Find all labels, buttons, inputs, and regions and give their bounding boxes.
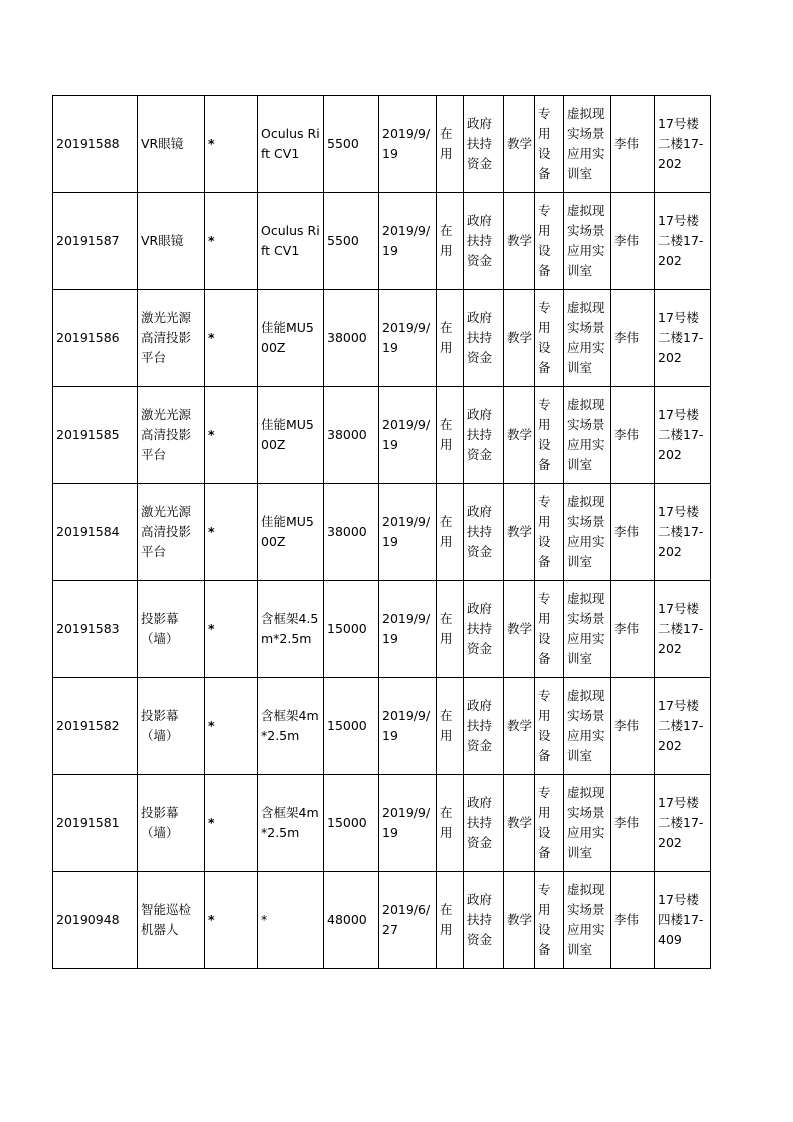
table-row — [53, 387, 711, 484]
model-cell: * — [258, 872, 324, 969]
model-cell: 含框架4m*2.5m — [258, 775, 324, 872]
status-cell: 在用 — [437, 96, 464, 193]
building-room-cell: 17号楼二楼17-202 — [655, 581, 711, 678]
asset-name-cell: VR眼镜 — [138, 96, 205, 193]
usage-cell: 教学 — [504, 775, 535, 872]
usage-cell: 教学 — [504, 290, 535, 387]
purchase-date-cell: 2019/6/27 — [379, 872, 437, 969]
model-cell: 佳能MU500Z — [258, 387, 324, 484]
table-row — [53, 678, 711, 775]
building-room-cell: 17号楼二楼17-202 — [655, 484, 711, 581]
model-cell: 含框架4.5m*2.5m — [258, 581, 324, 678]
spec-cell: * — [205, 678, 258, 775]
table-row — [53, 872, 711, 969]
location-cell: 虚拟现实场景应用实训室 — [564, 193, 611, 290]
location-cell: 虚拟现实场景应用实训室 — [564, 387, 611, 484]
price-cell: 15000 — [324, 678, 379, 775]
model-cell: Oculus Rift CV1 — [258, 96, 324, 193]
funding-source-cell: 政府扶持资金 — [464, 290, 504, 387]
purchase-date-cell: 2019/9/19 — [379, 678, 437, 775]
model-cell: Oculus Rift CV1 — [258, 193, 324, 290]
asset-name-cell: 智能巡检机器人 — [138, 872, 205, 969]
spec-cell: * — [205, 387, 258, 484]
keeper-cell: 李伟 — [611, 872, 655, 969]
table-row — [53, 193, 711, 290]
usage-cell: 教学 — [504, 193, 535, 290]
asset-id-cell: 20191581 — [53, 775, 138, 872]
price-cell: 5500 — [324, 96, 379, 193]
price-cell: 15000 — [324, 775, 379, 872]
funding-source-cell: 政府扶持资金 — [464, 581, 504, 678]
building-room-cell: 17号楼二楼17-202 — [655, 387, 711, 484]
asset-id-cell: 20190948 — [53, 872, 138, 969]
category-cell: 专用设备 — [535, 290, 564, 387]
purchase-date-cell: 2019/9/19 — [379, 775, 437, 872]
keeper-cell: 李伟 — [611, 387, 655, 484]
price-cell: 5500 — [324, 193, 379, 290]
purchase-date-cell: 2019/9/19 — [379, 96, 437, 193]
funding-source-cell: 政府扶持资金 — [464, 775, 504, 872]
location-cell: 虚拟现实场景应用实训室 — [564, 290, 611, 387]
building-room-cell: 17号楼二楼17-202 — [655, 193, 711, 290]
category-cell: 专用设备 — [535, 484, 564, 581]
building-room-cell: 17号楼二楼17-202 — [655, 775, 711, 872]
keeper-cell: 李伟 — [611, 581, 655, 678]
status-cell: 在用 — [437, 872, 464, 969]
funding-source-cell: 政府扶持资金 — [464, 387, 504, 484]
funding-source-cell: 政府扶持资金 — [464, 193, 504, 290]
asset-name-cell: VR眼镜 — [138, 193, 205, 290]
price-cell: 38000 — [324, 387, 379, 484]
location-cell: 虚拟现实场景应用实训室 — [564, 581, 611, 678]
location-cell: 虚拟现实场景应用实训室 — [564, 775, 611, 872]
funding-source-cell: 政府扶持资金 — [464, 484, 504, 581]
asset-table — [52, 95, 711, 969]
spec-cell: * — [205, 581, 258, 678]
funding-source-cell: 政府扶持资金 — [464, 678, 504, 775]
model-cell: 佳能MU500Z — [258, 290, 324, 387]
table-body — [53, 96, 711, 969]
location-cell: 虚拟现实场景应用实训室 — [564, 872, 611, 969]
keeper-cell: 李伟 — [611, 678, 655, 775]
asset-id-cell: 20191588 — [53, 96, 138, 193]
asset-id-cell: 20191583 — [53, 581, 138, 678]
status-cell: 在用 — [437, 484, 464, 581]
building-room-cell: 17号楼四楼17-409 — [655, 872, 711, 969]
status-cell: 在用 — [437, 581, 464, 678]
spec-cell: * — [205, 193, 258, 290]
status-cell: 在用 — [437, 193, 464, 290]
category-cell: 专用设备 — [535, 775, 564, 872]
asset-name-cell: 激光光源高清投影平台 — [138, 484, 205, 581]
category-cell: 专用设备 — [535, 96, 564, 193]
building-room-cell: 17号楼二楼17-202 — [655, 96, 711, 193]
usage-cell: 教学 — [504, 581, 535, 678]
keeper-cell: 李伟 — [611, 96, 655, 193]
table-row — [53, 290, 711, 387]
status-cell: 在用 — [437, 387, 464, 484]
category-cell: 专用设备 — [535, 581, 564, 678]
asset-id-cell: 20191585 — [53, 387, 138, 484]
usage-cell: 教学 — [504, 96, 535, 193]
price-cell: 38000 — [324, 484, 379, 581]
category-cell: 专用设备 — [535, 193, 564, 290]
building-room-cell: 17号楼二楼17-202 — [655, 678, 711, 775]
spec-cell: * — [205, 775, 258, 872]
funding-source-cell: 政府扶持资金 — [464, 96, 504, 193]
asset-id-cell: 20191586 — [53, 290, 138, 387]
keeper-cell: 李伟 — [611, 290, 655, 387]
location-cell: 虚拟现实场景应用实训室 — [564, 96, 611, 193]
usage-cell: 教学 — [504, 872, 535, 969]
status-cell: 在用 — [437, 290, 464, 387]
category-cell: 专用设备 — [535, 872, 564, 969]
asset-name-cell: 投影幕（墙） — [138, 581, 205, 678]
asset-name-cell: 激光光源高清投影平台 — [138, 387, 205, 484]
location-cell: 虚拟现实场景应用实训室 — [564, 484, 611, 581]
purchase-date-cell: 2019/9/19 — [379, 387, 437, 484]
model-cell: 佳能MU500Z — [258, 484, 324, 581]
price-cell: 48000 — [324, 872, 379, 969]
usage-cell: 教学 — [504, 387, 535, 484]
status-cell: 在用 — [437, 678, 464, 775]
purchase-date-cell: 2019/9/19 — [379, 484, 437, 581]
category-cell: 专用设备 — [535, 678, 564, 775]
keeper-cell: 李伟 — [611, 484, 655, 581]
status-cell: 在用 — [437, 775, 464, 872]
spec-cell: * — [205, 484, 258, 581]
location-cell: 虚拟现实场景应用实训室 — [564, 678, 611, 775]
asset-id-cell: 20191587 — [53, 193, 138, 290]
asset-id-cell: 20191582 — [53, 678, 138, 775]
keeper-cell: 李伟 — [611, 193, 655, 290]
usage-cell: 教学 — [504, 678, 535, 775]
table-row — [53, 581, 711, 678]
usage-cell: 教学 — [504, 484, 535, 581]
table-row — [53, 775, 711, 872]
asset-name-cell: 激光光源高清投影平台 — [138, 290, 205, 387]
purchase-date-cell: 2019/9/19 — [379, 581, 437, 678]
spec-cell: * — [205, 290, 258, 387]
purchase-date-cell: 2019/9/19 — [379, 290, 437, 387]
table-row — [53, 96, 711, 193]
funding-source-cell: 政府扶持资金 — [464, 872, 504, 969]
price-cell: 15000 — [324, 581, 379, 678]
asset-name-cell: 投影幕（墙） — [138, 775, 205, 872]
purchase-date-cell: 2019/9/19 — [379, 193, 437, 290]
spec-cell: * — [205, 96, 258, 193]
model-cell: 含框架4m*2.5m — [258, 678, 324, 775]
price-cell: 38000 — [324, 290, 379, 387]
table-row — [53, 484, 711, 581]
asset-name-cell: 投影幕（墙） — [138, 678, 205, 775]
category-cell: 专用设备 — [535, 387, 564, 484]
building-room-cell: 17号楼二楼17-202 — [655, 290, 711, 387]
spec-cell: * — [205, 872, 258, 969]
asset-id-cell: 20191584 — [53, 484, 138, 581]
keeper-cell: 李伟 — [611, 775, 655, 872]
